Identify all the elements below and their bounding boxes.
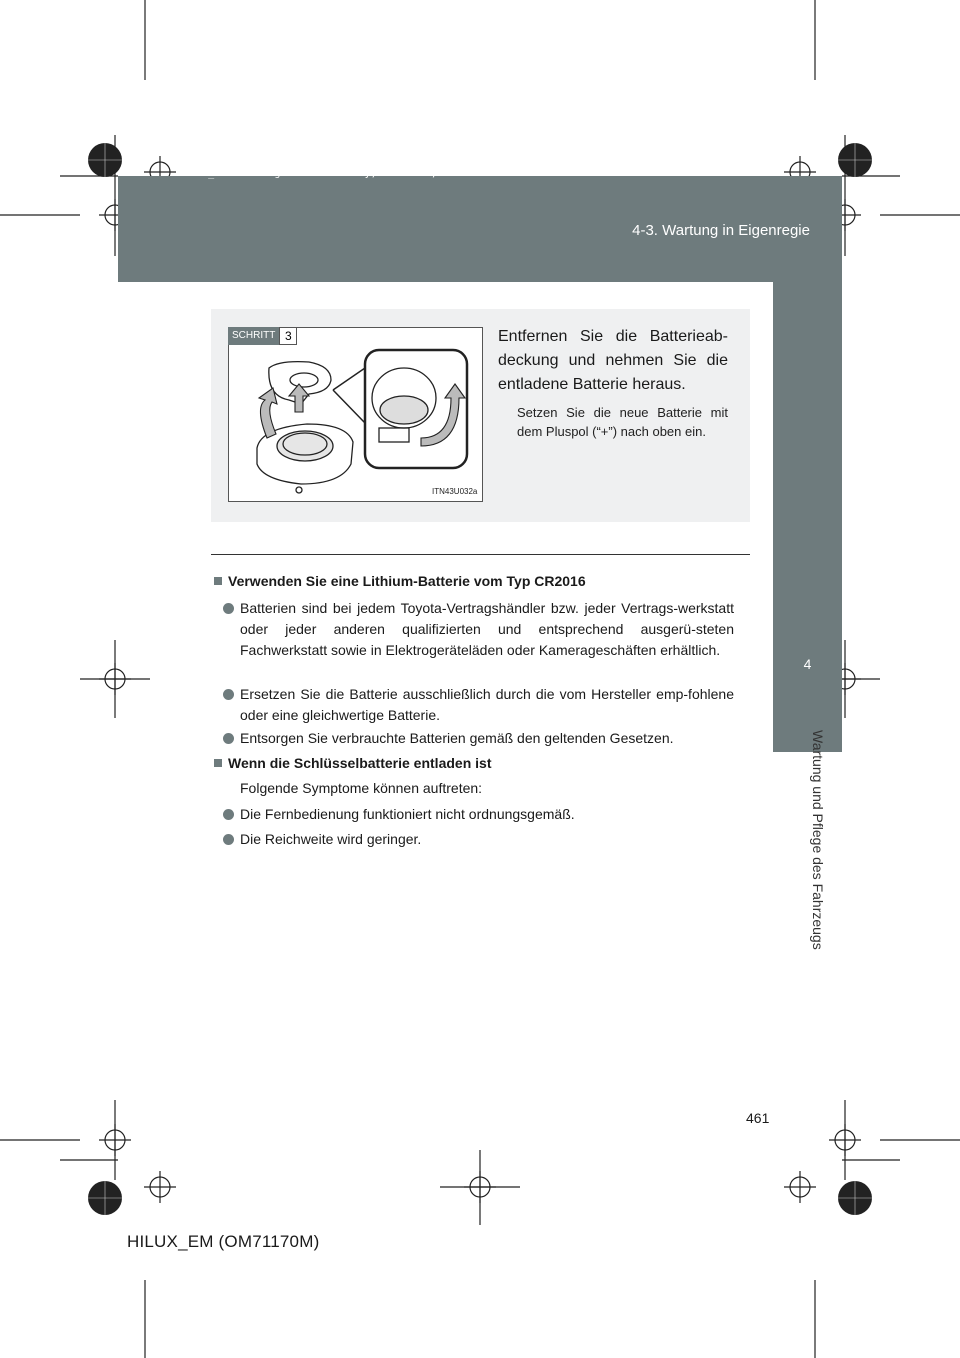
key-battery-diagram-icon: [229, 328, 482, 501]
symptoms-intro: Folgende Symptome können auftreten:: [240, 780, 483, 796]
section-heading-key-battery-empty: Wenn die Schlüsselbatterie entladen ist: [214, 755, 491, 771]
step-note: Setzen Sie die neue Batterie mit dem Pluspol (“+”) nach oben ein.: [517, 405, 728, 439]
section-heading-battery-type: Verwenden Sie eine Lithium-Batterie vom Typ CR2016: [214, 573, 586, 589]
square-bullet-icon: [214, 577, 222, 585]
list-item: Batterien sind bei jedem Toyota-Vertragshändler bzw. jeder Vertrags-werkstatt oder jeder anderen qualifizierten und entsprechend ausgerü-steten Fachwerkstatt sowie in Elektrogeräteläden oder Kamerageschäften erhältlich.: [240, 598, 734, 661]
step-instruction: Entfernen Sie die Batterieab-deckung und nehmen Sie die entladene Batterie heraus.: [498, 328, 728, 393]
step-label: SCHRITT: [228, 327, 279, 345]
bullet-dot-icon: [223, 733, 234, 744]
section-divider: [211, 554, 750, 555]
step-badge: [228, 327, 297, 345]
square-bullet-icon: [214, 759, 222, 767]
list-item: Die Fernbedienung funktioniert nicht ordnungsgemäß.: [240, 804, 734, 825]
section-title: 4-3. Wartung in Eigenregie: [632, 222, 810, 239]
battery-illustration: [228, 327, 483, 502]
list-item: Die Reichweite wird geringer.: [240, 829, 734, 850]
print-stamp: HILUX_EM.book Page 461 Wednesday, March 23, 2011 2:48 PM: [178, 168, 516, 179]
page-number: 461: [746, 1110, 770, 1126]
bullet-dot-icon: [223, 834, 234, 845]
chapter-tab: [773, 282, 842, 752]
bullet-dot-icon: [223, 689, 234, 700]
bullet-dot-icon: [223, 603, 234, 614]
list-item: Ersetzen Sie die Batterie ausschließlich durch die vom Hersteller emp-fohlene oder eine gleichwertige Batterie.: [240, 684, 734, 726]
model-code: HILUX_EM (OM71170M): [127, 1232, 320, 1251]
bullet-dot-icon: [223, 809, 234, 820]
chapter-number: 4: [803, 656, 812, 672]
list-item: Entsorgen Sie verbrauchte Batterien gemäß den geltenden Gesetzen.: [240, 728, 734, 749]
chapter-title: Wartung und Pflege des Fahrzeugs: [810, 730, 826, 950]
step-number: 3: [279, 327, 297, 345]
figure-code: ITN43U032a: [432, 487, 478, 496]
